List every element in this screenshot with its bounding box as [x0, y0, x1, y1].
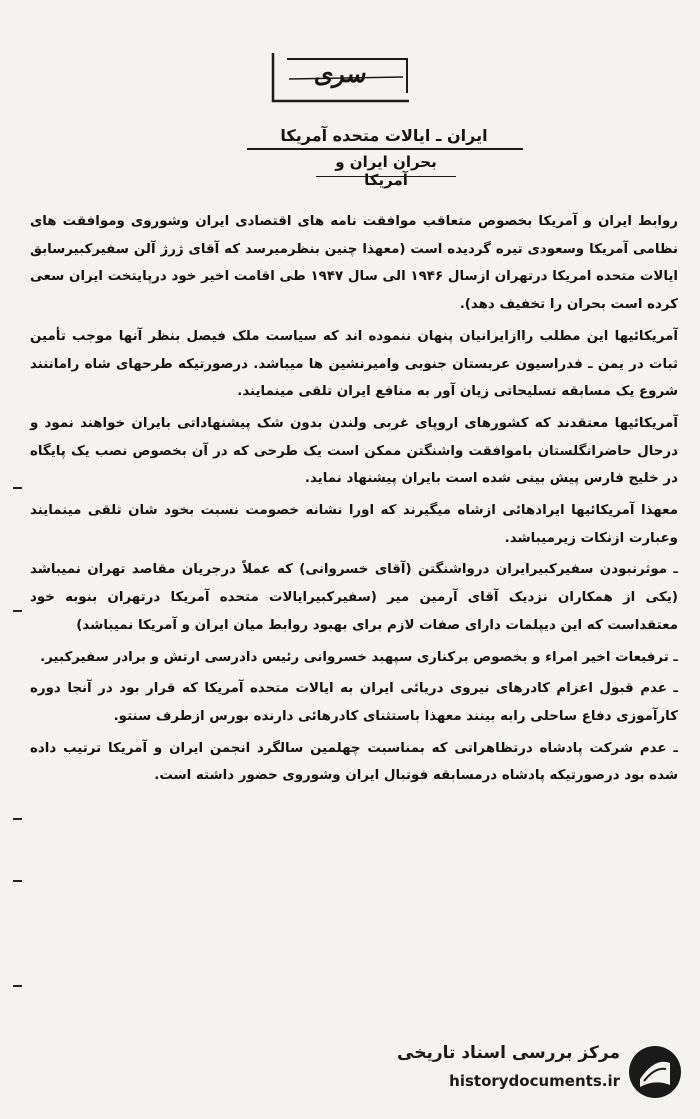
header-rule — [247, 148, 523, 150]
list-item — [30, 644, 678, 672]
margin-mark — [13, 818, 22, 826]
watermark-title: مرکز بررسی اسناد تاریخی — [397, 1043, 620, 1063]
list-item-text: موثرنبودن سفیرکبیرایران درواشنگتن (آقای خسروانی) که عملاً درجریان مقاصد تهران نمیباشد (یکی از همکاران نزدیک آقای آرمین میر (سفیرکبیرایالات متحده آمریکا درتهران بنوبه خود معتقداست که این دیپلمات دارای صفات لازم برای بهبود روابط میان ایران و آمریکا نمیباشد) — [30, 562, 678, 633]
list-item — [30, 675, 678, 730]
dash-icon: ـ — [667, 562, 679, 578]
paragraph: آمریکائیها این مطلب راازایرانیان پنهان ننموده اند که سیاست ملک فیصل بنظر آنها موجب تأمین ثبات در یمن ـ فدراسیون عربستان جنوبی وامیرنشین ها میباشد. درصورتیکه طرحهای شاه راماننند شروع یک مسابقه تسلیحاتی زیان آور به منافع ایران تلقی مینمایند. — [30, 328, 678, 400]
margin-mark — [13, 487, 22, 495]
paragraph: روابط ایران و آمریکا بخصوص متعاقب موافقت نامه های اقتصادی ایران وشوروی وموافقت های نظامی آمریکا وسعودی تیره گردیده است (معهذا چنین بنظرمیرسد که آقای ژرژ آلن سفیرکبیرسابق ایالات متحده امریکا درتهران ازسال ۱۹۴۶ الی سال ۱۹۴۷ طی اقامت اخیر خود درپایتخت ایران سعی کرده است بحران را تخفیف دهد). — [30, 214, 678, 313]
list-item-text: ترفیعات اخیر امراء و بخصوص برکناری سپهبد خسروانی رئیس دادرسی ارتش و برادر سفیرکبیر. — [40, 649, 669, 665]
list-item — [30, 556, 678, 639]
classification-stamp — [267, 49, 415, 105]
watermark — [394, 1039, 684, 1105]
archive-logo-icon — [626, 1043, 684, 1101]
margin-mark — [13, 985, 22, 993]
document-subject: بحران ایران و آمریکا — [335, 153, 437, 189]
margin-mark — [13, 610, 22, 618]
watermark-url: historydocuments.ir — [449, 1072, 620, 1090]
dash-icon: ـ — [668, 649, 678, 665]
paragraph: معهذا آمریکائیها ایرادهائی ازشاه میگیرند که اورا نشانه خصومت نسبت بخود شان تلقی مینمایند وعبارت ازنکات زیرمیباشد. — [30, 503, 678, 546]
dash-icon: ـ — [666, 681, 678, 697]
list-item — [30, 735, 678, 790]
document-header: ایران ـ ایالات متحده آمریکا — [280, 126, 488, 145]
stamp-label: سری — [312, 59, 370, 88]
dash-icon: ـ — [666, 740, 678, 756]
list-item-text: عدم شرکت پادشاه درتظاهراتی که بمناسبت چهلمین سالگرد انجمن ایران و آمریکا ترتیب داده شده بود درصورتیکه پادشاه درمسابقه فوتبال ایران وشوروی حضور داشته است. — [30, 740, 678, 784]
subject-underline — [316, 176, 456, 177]
document-body — [30, 208, 678, 794]
margin-mark — [13, 880, 22, 888]
paragraph: آمریکائیها معتقدند که کشورهای اروپای غربی ولندن بدون شک پیشنهاداتی بایران خواهند نمود و درحال حاضرانگلستان باموافقت واشنگتن ممکن است یک طرحی که در آن بخصوص نصب یک پایگاه در خلیج فارس پیش بینی شده است بایران پیشنهاد نماید. — [30, 415, 678, 487]
list-item-text: عدم قبول اعزام کادرهای نیروی دریائی ایران به ایالات متحده آمریکا که قرار بود در آنجا دوره کارآموزی دفاع ساحلی رابه بینند معهذا باستثنای کادرهائی دارنده بورس ازطرف سنتو. — [30, 681, 678, 724]
